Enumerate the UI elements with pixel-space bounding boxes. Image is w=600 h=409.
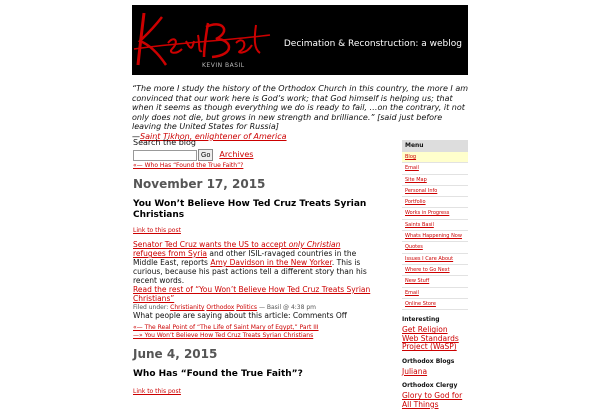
search-row (133, 149, 383, 161)
search-input[interactable] (133, 150, 197, 161)
search-form (133, 138, 383, 161)
post-permalink[interactable]: Link to this post (133, 227, 181, 234)
comments-status: What people are saying about this article: Comments Off (133, 311, 347, 320)
sidebar-item-online-store[interactable] (402, 299, 468, 310)
post-title[interactable]: Who Has “Found the True Faith”? (133, 369, 303, 379)
sidebar-item-label[interactable]: Quotes (405, 244, 423, 251)
sidebar-item-label[interactable]: Saints Basil (405, 221, 434, 228)
logo-caption: KEVIN BASIL (202, 62, 245, 69)
post-author-time: — Basil @ 4:38 pm (257, 304, 316, 311)
post-permalink[interactable]: Link to this post (133, 388, 181, 395)
filed-under-label: Filed under: (133, 304, 171, 311)
sidebar-item-saints-basil[interactable] (402, 220, 468, 231)
sidebar-item-label[interactable]: Site Map (405, 176, 427, 183)
sidebar-item-where-next[interactable] (402, 265, 468, 276)
sidebar-item-label[interactable]: Online Store (405, 300, 436, 307)
sidebar-item-email[interactable] (402, 163, 468, 174)
post-date: June 4, 2015 (133, 347, 218, 361)
post-body-link-cruz-em: only Christian (288, 240, 341, 249)
sidebar-item-label[interactable]: Email (405, 289, 419, 296)
sidebar-links-orthodox-clergy (402, 392, 468, 409)
sidebar-item-new-stuff[interactable] (402, 276, 468, 287)
sidebar-item-label[interactable]: Whats Happening Now (405, 233, 462, 240)
category-link-politics[interactable]: Politics (236, 304, 258, 311)
site-header (132, 5, 468, 75)
sidebar-links-orthodox-blogs (402, 368, 468, 377)
quote-attribution-link[interactable]: Saint Tikhon, enlightener of America (140, 131, 287, 141)
search-go-button[interactable]: Go (198, 149, 213, 161)
post-title[interactable]: You Won’t Believe How Ted Cruz Treats Syrian Christians (133, 199, 367, 220)
sidebar-item-whats-happening[interactable] (402, 231, 468, 242)
sidebar-menu (402, 152, 468, 310)
sidebar-item-label[interactable]: Blog (405, 154, 417, 160)
sidebar-item-blog[interactable] (402, 152, 468, 163)
category-link-orthodox[interactable]: Orthodox (206, 304, 235, 311)
site-logo[interactable] (132, 5, 272, 75)
sidebar-heading-orthodox-blogs: Orthodox Blogs (402, 357, 455, 365)
sidebar-heading-interesting: Interesting (402, 316, 440, 324)
sidebar-item-issues[interactable] (402, 254, 468, 265)
sidebar-menu-title: Menu (402, 140, 468, 152)
prev-post-link-top[interactable]: «— Who Has “Found the True Faith”? (133, 162, 244, 169)
sidebar-link-wasp[interactable]: Web Standards Project (WaSP) (402, 333, 459, 352)
sidebar-link-juliana[interactable]: Juliana (402, 366, 428, 376)
sidebar-item-site-map[interactable] (402, 175, 468, 186)
post-body-link-newyorker[interactable]: Amy Davidson in the New Yorker (210, 258, 332, 267)
quote-attribution-prefix: — (132, 131, 140, 141)
read-more-link[interactable]: Read the rest of “You Won’t Believe How Ted Cruz Treats Syrian Christians” (133, 285, 371, 303)
sidebar-item-label[interactable]: Email (405, 165, 419, 172)
post-body-link-cruz-tail: refugees from Syria (133, 249, 208, 258)
post-body (133, 240, 373, 303)
sidebar-item-portfolio[interactable] (402, 197, 468, 208)
sidebar-item-email-2[interactable] (402, 288, 468, 299)
site-tagline: Decimation & Reconstruction: a weblog (283, 39, 462, 49)
sidebar-item-label[interactable]: Issues I Care About (405, 255, 454, 262)
sidebar-item-quotes[interactable] (402, 242, 468, 253)
search-label: Search the blog (133, 138, 196, 147)
post-body-text: and other ISIL-ravaged countries in the Middle East, reports (133, 249, 357, 267)
post-meta (133, 304, 383, 311)
archives-link[interactable]: Archives (219, 150, 254, 159)
sidebar-item-label[interactable]: Portfolio (405, 199, 426, 206)
post-date: November 17, 2015 (133, 177, 266, 191)
sidebar-item-label[interactable]: New Stuff (405, 278, 430, 285)
sidebar-link-glory-to-god[interactable]: Glory to God for All Things (402, 391, 463, 409)
quote-text: “The more I study the history of the Orthodox Church in this country, the more I am convinced that our work here is God’s work; that God himself is helping us; that when it seems as though everything we do is ready to fail, …on the contrary, it not only does not die, but grows in new strength and brilliance.” [said just before leaving the United States for Russia] (132, 84, 469, 132)
sidebar (402, 140, 468, 409)
sidebar-item-works-in-progress[interactable] (402, 208, 468, 219)
prev-post-link[interactable]: «— The Real Point of “The Life of Saint Mary of Egypt,” Part III (133, 324, 319, 331)
sidebar-heading-orthodox-clergy: Orthodox Clergy (402, 382, 458, 390)
sidebar-link-get-religion[interactable]: Get Religion (402, 325, 448, 335)
next-post-link[interactable]: —» You Won’t Believe How Ted Cruz Treats Syrian Christians (133, 332, 314, 339)
post-body-link-cruz-text: Senator Ted Cruz wants the US to accept (133, 240, 289, 249)
sidebar-item-personal-info[interactable] (402, 186, 468, 197)
category-link-christianity[interactable]: Christianity (170, 304, 205, 311)
sidebar-item-label[interactable]: Works in Progress (405, 210, 450, 217)
header-quote (132, 84, 468, 142)
sidebar-item-label[interactable]: Personal Info (405, 187, 438, 194)
sidebar-item-label[interactable]: Where to Go Next (405, 266, 450, 273)
post-body-text-2: . This is curious, because his past actions tell a different story than his recent words. (133, 258, 367, 285)
sidebar-links-interesting (402, 326, 468, 352)
